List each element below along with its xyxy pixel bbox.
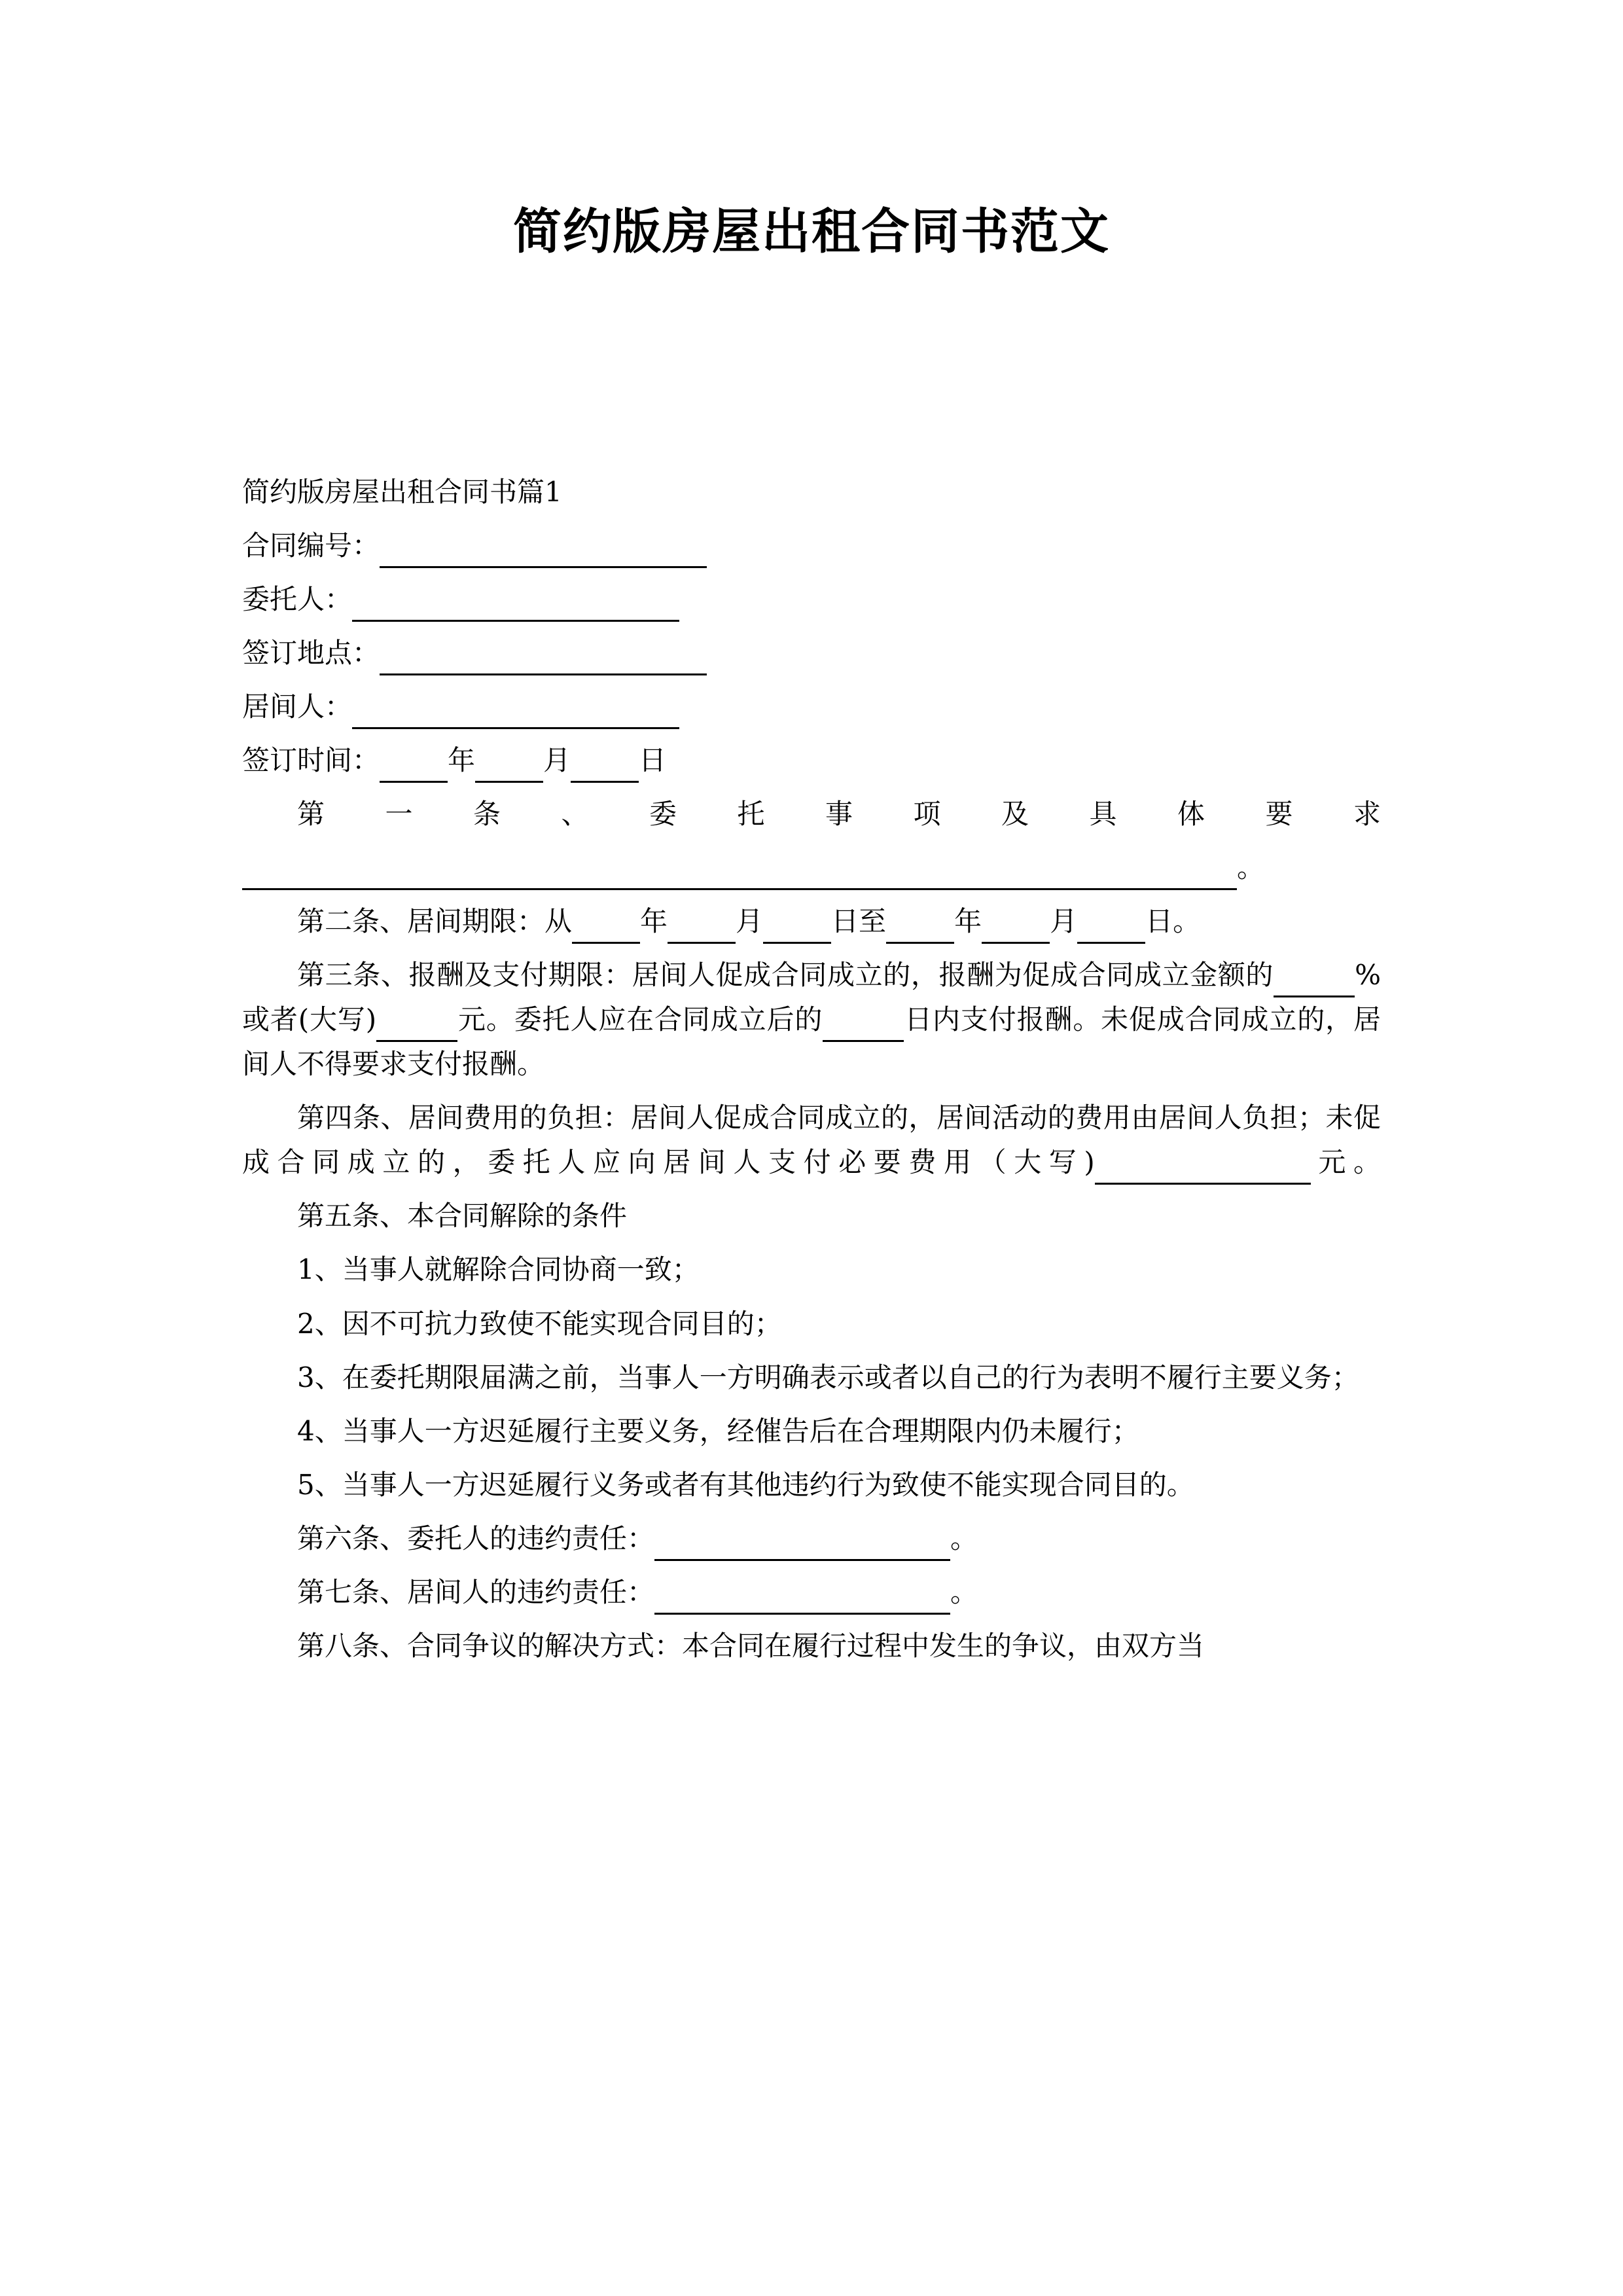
article-5-item: 1、当事人就解除合同协商一致； (297, 1253, 700, 1286)
article-7-lead: 第七条、居间人的违约责任： (297, 1575, 655, 1608)
unit-month: 月 (543, 744, 571, 777)
page-title: 简约版房屋出租合同书范文 (513, 203, 1110, 260)
article-1-blank[interactable] (242, 862, 1237, 890)
article-1-period: 。 (1237, 852, 1265, 884)
unit-year: 年 (448, 744, 476, 777)
field-sign-time-label: 签订时间： (242, 744, 380, 777)
document-body (242, 470, 1381, 1677)
field-contract-no-label: 合同编号： (242, 529, 380, 562)
article-1-blank-line (242, 846, 1381, 890)
article-5-item: 3、在委托期限届满之前，当事人一方明确表示或者以自己的行为表明不履行主要义务； (297, 1361, 1359, 1393)
field-sign-place-blank[interactable] (380, 647, 707, 675)
article-5-heading: 第五条、本合同解除的条件 (297, 1200, 628, 1232)
field-contract-no-blank[interactable] (380, 540, 707, 568)
article-3 (242, 953, 1381, 1086)
article-3-part-2: %或者(大写) (242, 959, 1381, 1036)
article-8: 第八条、合同争议的解决方式：本合同在履行过程中发生的争议，由双方当 (297, 1629, 1205, 1662)
article-7-blank[interactable] (654, 1587, 950, 1615)
field-broker-label: 居间人： (242, 691, 353, 723)
article-4 (242, 1096, 1381, 1185)
field-principal-label: 委托人： (242, 583, 353, 616)
article-2-start-year-blank[interactable] (572, 916, 640, 944)
article-2-year-end: 年 (954, 905, 982, 938)
article-6-blank[interactable] (654, 1533, 950, 1561)
unit-day: 日 (639, 744, 667, 777)
article-1-heading: 第 一 条 、 委 托 事 项 及 具 体 要 求 (297, 798, 1381, 831)
article-3-part-4: 日内支付报酬。未促成合同成立的，居间人不得要求支付报酬。 (242, 1003, 1381, 1081)
article-6-lead: 第六条、委托人的违约责任： (297, 1522, 655, 1554)
article-2-day-to: 日至 (831, 905, 887, 938)
article-3-part-3: 元。委托人应在合同成立后的 (457, 1003, 823, 1036)
article-2-end-day-blank[interactable] (1077, 916, 1145, 944)
article-3-days-blank[interactable] (823, 1014, 904, 1042)
article-4-amount-blank[interactable] (1095, 1157, 1311, 1185)
field-sign-month-blank[interactable] (475, 755, 543, 783)
article-5-item: 4、当事人一方迟延履行主要义务，经催告后在合理期限内仍未履行； (297, 1414, 1139, 1447)
article-2-end-year-blank[interactable] (886, 916, 954, 944)
article-4-part-1: 第四条、居间费用的负担：居间人促成合同成立的，居间活动的费用由居间人负担；未促成合同成立的，委托人应向居间人支付必要费用（大写) (242, 1102, 1381, 1179)
article-3-part-1: 第三条、报酬及支付期限：居间人促成合同成立的，报酬为促成合同成立金额的 (297, 959, 1274, 992)
article-2-year-to: 年 (640, 905, 668, 938)
article-4-part-2: 元。 (1310, 1146, 1381, 1179)
field-contract-no (242, 524, 1381, 568)
field-sign-place (242, 631, 1381, 675)
article-3-amount-blank[interactable] (376, 1014, 457, 1042)
article-2-start-day-blank[interactable] (763, 916, 831, 944)
article-3-percent-blank[interactable] (1274, 969, 1355, 997)
field-sign-day-blank[interactable] (571, 755, 639, 783)
field-principal (242, 577, 1381, 622)
article-2-lead: 第二条、居间期限：从 (297, 905, 573, 938)
article-7 (242, 1570, 1381, 1615)
article-6 (242, 1516, 1381, 1561)
field-principal-blank[interactable] (352, 594, 679, 622)
field-broker (242, 685, 1381, 729)
section-label: 简约版房屋出租合同书篇1 (242, 476, 562, 508)
article-2 (242, 899, 1381, 944)
article-5-item: 5、当事人一方迟延履行义务或者有其他违约行为致使不能实现合同目的。 (297, 1468, 1194, 1501)
article-7-period: 。 (950, 1575, 978, 1608)
article-2-month-end: 月 (1050, 905, 1078, 938)
field-sign-time (242, 738, 1381, 783)
article-2-end-month-blank[interactable] (982, 916, 1050, 944)
article-6-period: 。 (950, 1522, 978, 1554)
article-2-start-month-blank[interactable] (668, 916, 736, 944)
article-5-item: 2、因不可抗力致使不能实现合同目的； (297, 1307, 782, 1340)
field-sign-year-blank[interactable] (380, 755, 448, 783)
field-sign-place-label: 签订地点： (242, 637, 380, 670)
article-2-month-to: 月 (736, 905, 764, 938)
article-2-day-end: 日。 (1145, 905, 1201, 938)
field-broker-blank[interactable] (352, 701, 679, 729)
